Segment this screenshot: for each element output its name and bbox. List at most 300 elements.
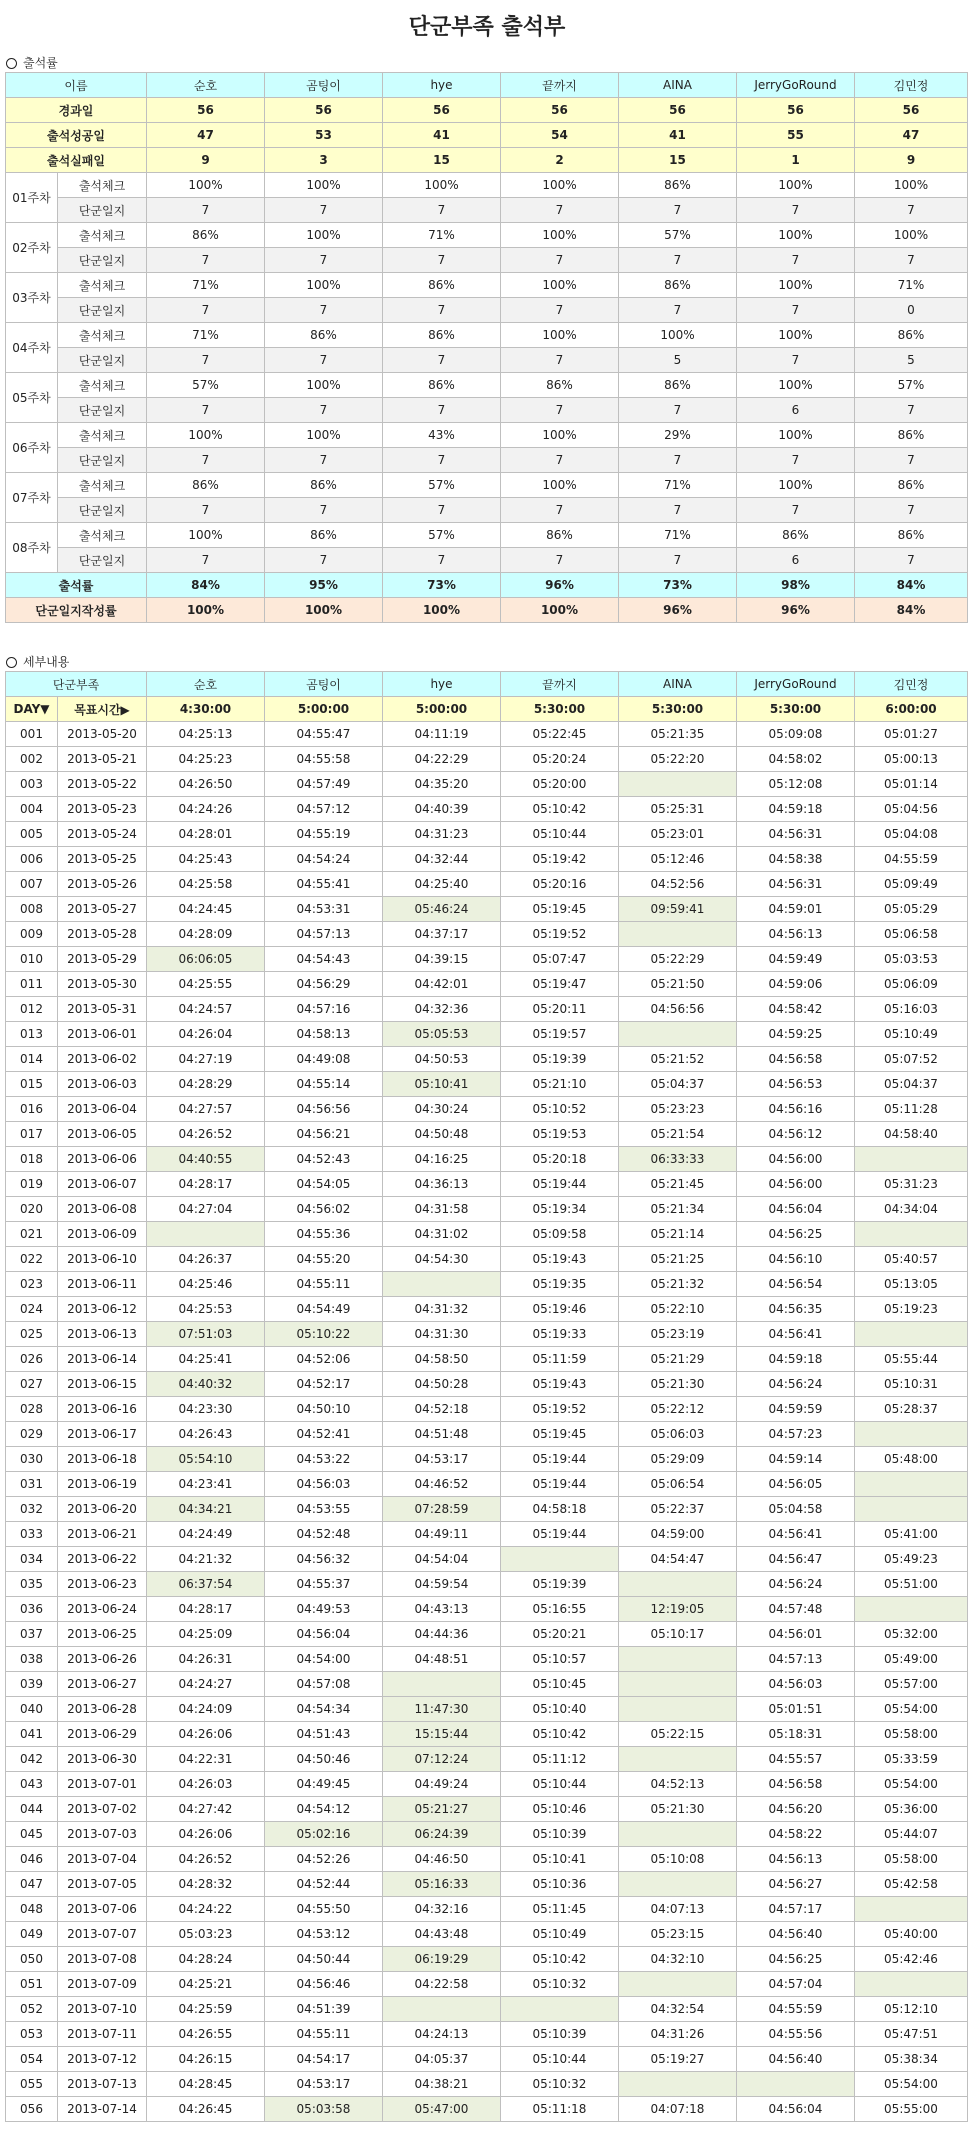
row-label: 출석성공일: [6, 123, 147, 148]
week-label: 04주차: [6, 323, 58, 373]
date-cell: 2013-06-08: [58, 1197, 147, 1222]
time-cell: 05:05:29: [855, 897, 968, 922]
time-cell: 04:54:12: [265, 1797, 383, 1822]
value-cell: 7: [147, 448, 265, 473]
time-cell: 04:54:00: [265, 1647, 383, 1672]
time-cell: 05:12:08: [737, 772, 855, 797]
time-cell: 05:11:45: [501, 1897, 619, 1922]
header-cell: AINA: [619, 672, 737, 697]
time-cell: 04:56:29: [265, 972, 383, 997]
date-cell: 2013-06-05: [58, 1122, 147, 1147]
date-cell: 2013-06-02: [58, 1047, 147, 1072]
value-cell: 100%: [265, 423, 383, 448]
table-row: [6, 797, 968, 822]
time-cell: 04:28:29: [147, 1072, 265, 1097]
time-cell: 04:58:38: [737, 847, 855, 872]
table-row: [6, 1097, 968, 1122]
time-cell: 04:32:10: [619, 1947, 737, 1972]
time-cell: 04:57:16: [265, 997, 383, 1022]
time-cell: 04:35:20: [383, 772, 501, 797]
value-cell: 71%: [619, 473, 737, 498]
date-cell: 2013-07-01: [58, 1772, 147, 1797]
time-cell: 05:04:37: [619, 1072, 737, 1097]
value-cell: 71%: [147, 273, 265, 298]
value-cell: 7: [737, 448, 855, 473]
time-cell: 04:26:52: [147, 1122, 265, 1147]
time-cell: 04:51:43: [265, 1722, 383, 1747]
time-cell: 04:28:09: [147, 922, 265, 947]
time-cell: 04:56:40: [737, 1922, 855, 1947]
time-cell: 04:58:50: [383, 1347, 501, 1372]
value-cell: 86%: [147, 473, 265, 498]
date-cell: 2013-06-26: [58, 1647, 147, 1672]
week-log-row: [6, 448, 968, 473]
table-row: [6, 1272, 968, 1297]
time-cell: [501, 1997, 619, 2022]
value-cell: 7: [383, 498, 501, 523]
value-cell: 7: [265, 548, 383, 573]
time-cell: 05:28:37: [855, 1397, 968, 1422]
time-cell: 05:10:41: [501, 1847, 619, 1872]
value-cell: 7: [147, 348, 265, 373]
value-cell: 7: [501, 298, 619, 323]
time-cell: 05:09:58: [501, 1222, 619, 1247]
value-cell: 7: [265, 348, 383, 373]
time-cell: 04:55:59: [855, 847, 968, 872]
table-row: [6, 2022, 968, 2047]
time-cell: 05:12:10: [855, 1997, 968, 2022]
value-cell: 100%: [737, 373, 855, 398]
value-cell: 41: [619, 123, 737, 148]
time-cell: 05:21:34: [619, 1197, 737, 1222]
date-cell: 2013-05-22: [58, 772, 147, 797]
time-cell: 04:57:13: [737, 1647, 855, 1672]
time-cell: 04:28:17: [147, 1172, 265, 1197]
date-cell: 2013-05-21: [58, 747, 147, 772]
header-cell: hye: [383, 73, 501, 98]
time-cell: 04:42:01: [383, 972, 501, 997]
time-cell: 04:36:13: [383, 1172, 501, 1197]
time-cell: 05:22:12: [619, 1397, 737, 1422]
value-cell: 84%: [147, 573, 265, 598]
value-cell: 86%: [619, 173, 737, 198]
day-cell: 043: [6, 1772, 58, 1797]
time-cell: 05:19:23: [855, 1297, 968, 1322]
time-cell: 05:54:00: [855, 2072, 968, 2097]
time-cell: 05:19:43: [501, 1247, 619, 1272]
value-cell: 86%: [147, 223, 265, 248]
date-cell: 2013-06-29: [58, 1722, 147, 1747]
table-row: [6, 1972, 968, 1997]
time-cell: 04:56:25: [737, 1947, 855, 1972]
header-cell: 김민정: [855, 73, 968, 98]
value-cell: 6: [737, 398, 855, 423]
attendance-rate-table: [5, 72, 968, 623]
time-cell: 04:23:41: [147, 1472, 265, 1497]
value-cell: 100%: [737, 423, 855, 448]
time-cell: 05:10:44: [501, 1772, 619, 1797]
value-cell: 7: [855, 448, 968, 473]
time-cell: 04:55:59: [737, 1997, 855, 2022]
week-label: 08주차: [6, 523, 58, 573]
time-cell: [619, 772, 737, 797]
time-cell: 04:56:32: [265, 1547, 383, 1572]
time-cell: 04:54:30: [383, 1247, 501, 1272]
day-cell: 034: [6, 1547, 58, 1572]
value-cell: 7: [501, 248, 619, 273]
value-cell: 7: [737, 248, 855, 273]
day-cell: 016: [6, 1097, 58, 1122]
day-cell: 039: [6, 1672, 58, 1697]
time-cell: 05:16:55: [501, 1597, 619, 1622]
target-cell: 6:00:00: [855, 697, 968, 722]
time-cell: 04:07:18: [619, 2097, 737, 2122]
day-cell: 023: [6, 1272, 58, 1297]
time-cell: 04:59:49: [737, 947, 855, 972]
day-cell: 035: [6, 1572, 58, 1597]
date-cell: 2013-07-02: [58, 1797, 147, 1822]
day-cell: 017: [6, 1122, 58, 1147]
time-cell: 05:58:00: [855, 1722, 968, 1747]
time-cell: 04:34:04: [855, 1197, 968, 1222]
date-cell: 2013-06-23: [58, 1572, 147, 1597]
week-label: 05주차: [6, 373, 58, 423]
time-cell: 05:47:00: [383, 2097, 501, 2122]
target-label: 목표시간▶: [58, 697, 147, 722]
time-cell: 05:22:10: [619, 1297, 737, 1322]
time-cell: 04:52:48: [265, 1522, 383, 1547]
day-cell: 031: [6, 1472, 58, 1497]
table-row: [6, 1647, 968, 1672]
time-cell: 05:23:01: [619, 822, 737, 847]
time-cell: 04:58:02: [737, 747, 855, 772]
value-cell: 7: [383, 398, 501, 423]
value-cell: 86%: [265, 523, 383, 548]
time-cell: 04:59:25: [737, 1022, 855, 1047]
time-cell: 05:22:37: [619, 1497, 737, 1522]
time-cell: 04:28:45: [147, 2072, 265, 2097]
sub-label: 단군일지: [58, 398, 147, 423]
header-row: [6, 73, 968, 98]
value-cell: 7: [265, 248, 383, 273]
time-cell: 04:56:31: [737, 822, 855, 847]
time-cell: 04:24:49: [147, 1522, 265, 1547]
time-cell: 04:50:28: [383, 1372, 501, 1397]
value-cell: 7: [619, 548, 737, 573]
time-cell: 06:06:05: [147, 947, 265, 972]
time-cell: [737, 2072, 855, 2097]
time-cell: 04:52:13: [619, 1772, 737, 1797]
time-cell: 04:57:48: [737, 1597, 855, 1622]
date-cell: 2013-07-10: [58, 1997, 147, 2022]
time-cell: 04:26:04: [147, 1022, 265, 1047]
table-row: [6, 1472, 968, 1497]
value-cell: 98%: [737, 573, 855, 598]
time-cell: 05:33:59: [855, 1747, 968, 1772]
value-cell: 7: [147, 548, 265, 573]
header-cell: 김민정: [855, 672, 968, 697]
time-cell: 04:56:20: [737, 1797, 855, 1822]
value-cell: 56: [501, 98, 619, 123]
day-cell: 053: [6, 2022, 58, 2047]
value-cell: 53: [265, 123, 383, 148]
time-cell: 04:26:50: [147, 772, 265, 797]
time-cell: 04:32:44: [383, 847, 501, 872]
value-cell: 9: [147, 148, 265, 173]
time-cell: 04:52:44: [265, 1872, 383, 1897]
date-cell: 2013-06-21: [58, 1522, 147, 1547]
time-cell: 05:21:35: [619, 722, 737, 747]
value-cell: 7: [855, 398, 968, 423]
time-cell: 05:21:32: [619, 1272, 737, 1297]
time-cell: [619, 1022, 737, 1047]
value-cell: 7: [501, 348, 619, 373]
date-cell: 2013-07-08: [58, 1947, 147, 1972]
time-cell: 04:56:53: [737, 1072, 855, 1097]
time-cell: 04:28:24: [147, 1947, 265, 1972]
value-cell: 84%: [855, 573, 968, 598]
time-cell: 04:25:09: [147, 1622, 265, 1647]
value-cell: 5: [855, 348, 968, 373]
value-cell: 7: [737, 198, 855, 223]
time-cell: 04:57:08: [265, 1672, 383, 1697]
value-cell: 100%: [147, 423, 265, 448]
day-cell: 002: [6, 747, 58, 772]
table-row: [6, 1447, 968, 1472]
value-cell: 7: [383, 348, 501, 373]
table-row: [6, 1247, 968, 1272]
time-cell: 04:22:58: [383, 1972, 501, 1997]
time-cell: [619, 1872, 737, 1897]
value-cell: 29%: [619, 423, 737, 448]
time-cell: 04:51:48: [383, 1422, 501, 1447]
time-cell: 05:57:00: [855, 1672, 968, 1697]
value-cell: 100%: [501, 423, 619, 448]
value-cell: 95%: [265, 573, 383, 598]
week-check-row: [6, 323, 968, 348]
value-cell: 100%: [147, 523, 265, 548]
time-cell: 04:57:12: [265, 797, 383, 822]
day-cell: 030: [6, 1447, 58, 1472]
time-cell: 04:56:56: [619, 997, 737, 1022]
summary-row: [6, 98, 968, 123]
time-cell: 04:50:53: [383, 1047, 501, 1072]
value-cell: 5: [619, 348, 737, 373]
time-cell: 04:56:05: [737, 1472, 855, 1497]
table-row: [6, 922, 968, 947]
value-cell: 100%: [501, 598, 619, 623]
row-label: 경과일: [6, 98, 147, 123]
date-cell: 2013-06-28: [58, 1697, 147, 1722]
time-cell: 07:51:03: [147, 1322, 265, 1347]
day-cell: 052: [6, 1997, 58, 2022]
time-cell: 05:10:31: [855, 1372, 968, 1397]
value-cell: 86%: [501, 373, 619, 398]
time-cell: 04:32:16: [383, 1897, 501, 1922]
value-cell: 100%: [501, 273, 619, 298]
date-cell: 2013-05-24: [58, 822, 147, 847]
day-cell: 032: [6, 1497, 58, 1522]
value-cell: 71%: [855, 273, 968, 298]
time-cell: 04:53:22: [265, 1447, 383, 1472]
day-cell: 008: [6, 897, 58, 922]
time-cell: 05:21:14: [619, 1222, 737, 1247]
value-cell: 3: [265, 148, 383, 173]
date-cell: 2013-06-03: [58, 1072, 147, 1097]
value-cell: 71%: [147, 323, 265, 348]
time-cell: 04:05:37: [383, 2047, 501, 2072]
day-cell: 054: [6, 2047, 58, 2072]
time-cell: 05:21:10: [501, 1072, 619, 1097]
day-cell: 049: [6, 1922, 58, 1947]
time-cell: 04:56:00: [737, 1172, 855, 1197]
value-cell: 54: [501, 123, 619, 148]
time-cell: 04:59:06: [737, 972, 855, 997]
time-cell: [619, 1747, 737, 1772]
table-row: [6, 1297, 968, 1322]
time-cell: 04:56:01: [737, 1622, 855, 1647]
time-cell: 05:06:03: [619, 1422, 737, 1447]
time-cell: 05:10:36: [501, 1872, 619, 1897]
time-cell: 05:21:25: [619, 1247, 737, 1272]
header-cell: AINA: [619, 73, 737, 98]
time-cell: 04:49:45: [265, 1772, 383, 1797]
day-cell: 045: [6, 1822, 58, 1847]
time-cell: 04:46:50: [383, 1847, 501, 1872]
time-cell: 05:19:44: [501, 1172, 619, 1197]
time-cell: 05:21:45: [619, 1172, 737, 1197]
date-cell: 2013-06-22: [58, 1547, 147, 1572]
value-cell: 7: [383, 248, 501, 273]
time-cell: 04:54:34: [265, 1697, 383, 1722]
date-cell: 2013-07-09: [58, 1972, 147, 1997]
week-check-row: [6, 173, 968, 198]
sub-label: 출석체크: [58, 423, 147, 448]
table-row: [6, 872, 968, 897]
value-cell: 100%: [265, 173, 383, 198]
time-cell: 05:54:00: [855, 1772, 968, 1797]
time-cell: 04:55:37: [265, 1572, 383, 1597]
time-cell: 04:24:09: [147, 1697, 265, 1722]
table-row: [6, 997, 968, 1022]
table-row: [6, 1872, 968, 1897]
sub-label: 출석체크: [58, 473, 147, 498]
time-cell: 05:18:31: [737, 1722, 855, 1747]
time-cell: 04:32:54: [619, 1997, 737, 2022]
time-cell: 05:29:09: [619, 1447, 737, 1472]
day-cell: 038: [6, 1647, 58, 1672]
week-log-row: [6, 398, 968, 423]
time-cell: 04:56:04: [265, 1622, 383, 1647]
day-cell: 018: [6, 1147, 58, 1172]
time-cell: 04:37:17: [383, 922, 501, 947]
day-cell: 047: [6, 1872, 58, 1897]
time-cell: 04:40:55: [147, 1147, 265, 1172]
time-cell: 04:52:43: [265, 1147, 383, 1172]
header-cell: 이름: [6, 73, 147, 98]
time-cell: 05:10:44: [501, 822, 619, 847]
value-cell: 100%: [737, 173, 855, 198]
time-cell: 05:19:44: [501, 1472, 619, 1497]
time-cell: 04:27:04: [147, 1197, 265, 1222]
date-cell: 2013-05-31: [58, 997, 147, 1022]
time-cell: 04:30:24: [383, 1097, 501, 1122]
value-cell: 100%: [383, 598, 501, 623]
time-cell: 05:55:44: [855, 1347, 968, 1372]
table-row: [6, 822, 968, 847]
time-cell: 04:28:32: [147, 1872, 265, 1897]
day-cell: 036: [6, 1597, 58, 1622]
sub-label: 단군일지: [58, 498, 147, 523]
date-cell: 2013-06-01: [58, 1022, 147, 1047]
time-cell: 04:56:13: [737, 1847, 855, 1872]
time-cell: 04:59:01: [737, 897, 855, 922]
week-check-row: [6, 473, 968, 498]
time-cell: 05:10:17: [619, 1622, 737, 1647]
day-cell: 025: [6, 1322, 58, 1347]
time-cell: 04:34:21: [147, 1497, 265, 1522]
time-cell: 05:19:46: [501, 1297, 619, 1322]
value-cell: 56: [147, 98, 265, 123]
section-title-attendance: [6, 54, 974, 72]
value-cell: 7: [501, 498, 619, 523]
day-cell: 013: [6, 1022, 58, 1047]
time-cell: 05:54:00: [855, 1697, 968, 1722]
value-cell: 6: [737, 548, 855, 573]
time-cell: 05:11:28: [855, 1097, 968, 1122]
time-cell: 04:56:16: [737, 1097, 855, 1122]
time-cell: 04:26:43: [147, 1422, 265, 1447]
day-cell: 050: [6, 1947, 58, 1972]
date-cell: 2013-06-06: [58, 1147, 147, 1172]
table-row: [6, 1072, 968, 1097]
time-cell: 05:22:29: [619, 947, 737, 972]
header-cell: JerryGoRound: [737, 73, 855, 98]
day-cell: 042: [6, 1747, 58, 1772]
time-cell: 04:55:19: [265, 822, 383, 847]
value-cell: 15: [619, 148, 737, 173]
value-cell: 100%: [147, 173, 265, 198]
time-cell: 04:58:42: [737, 997, 855, 1022]
day-cell: 001: [6, 722, 58, 747]
time-cell: 05:10:45: [501, 1672, 619, 1697]
table-row: [6, 2072, 968, 2097]
time-cell: 05:06:54: [619, 1472, 737, 1497]
header-cell: 끝까지: [501, 672, 619, 697]
time-cell: 05:49:23: [855, 1547, 968, 1572]
value-cell: 7: [383, 298, 501, 323]
time-cell: 04:55:11: [265, 2022, 383, 2047]
time-cell: 04:55:20: [265, 1247, 383, 1272]
time-cell: 04:56:35: [737, 1297, 855, 1322]
day-cell: 024: [6, 1297, 58, 1322]
time-cell: 04:52:17: [265, 1372, 383, 1397]
week-check-row: [6, 273, 968, 298]
value-cell: 100%: [737, 323, 855, 348]
time-cell: 04:25:41: [147, 1347, 265, 1372]
sub-label: 단군일지: [58, 448, 147, 473]
time-cell: [383, 1672, 501, 1697]
time-cell: 05:32:00: [855, 1622, 968, 1647]
time-cell: 05:21:27: [383, 1797, 501, 1822]
value-cell: 7: [501, 398, 619, 423]
time-cell: 04:25:21: [147, 1972, 265, 1997]
time-cell: [619, 922, 737, 947]
time-cell: 04:54:04: [383, 1547, 501, 1572]
day-cell: 009: [6, 922, 58, 947]
time-cell: 05:03:53: [855, 947, 968, 972]
header-cell: hye: [383, 672, 501, 697]
